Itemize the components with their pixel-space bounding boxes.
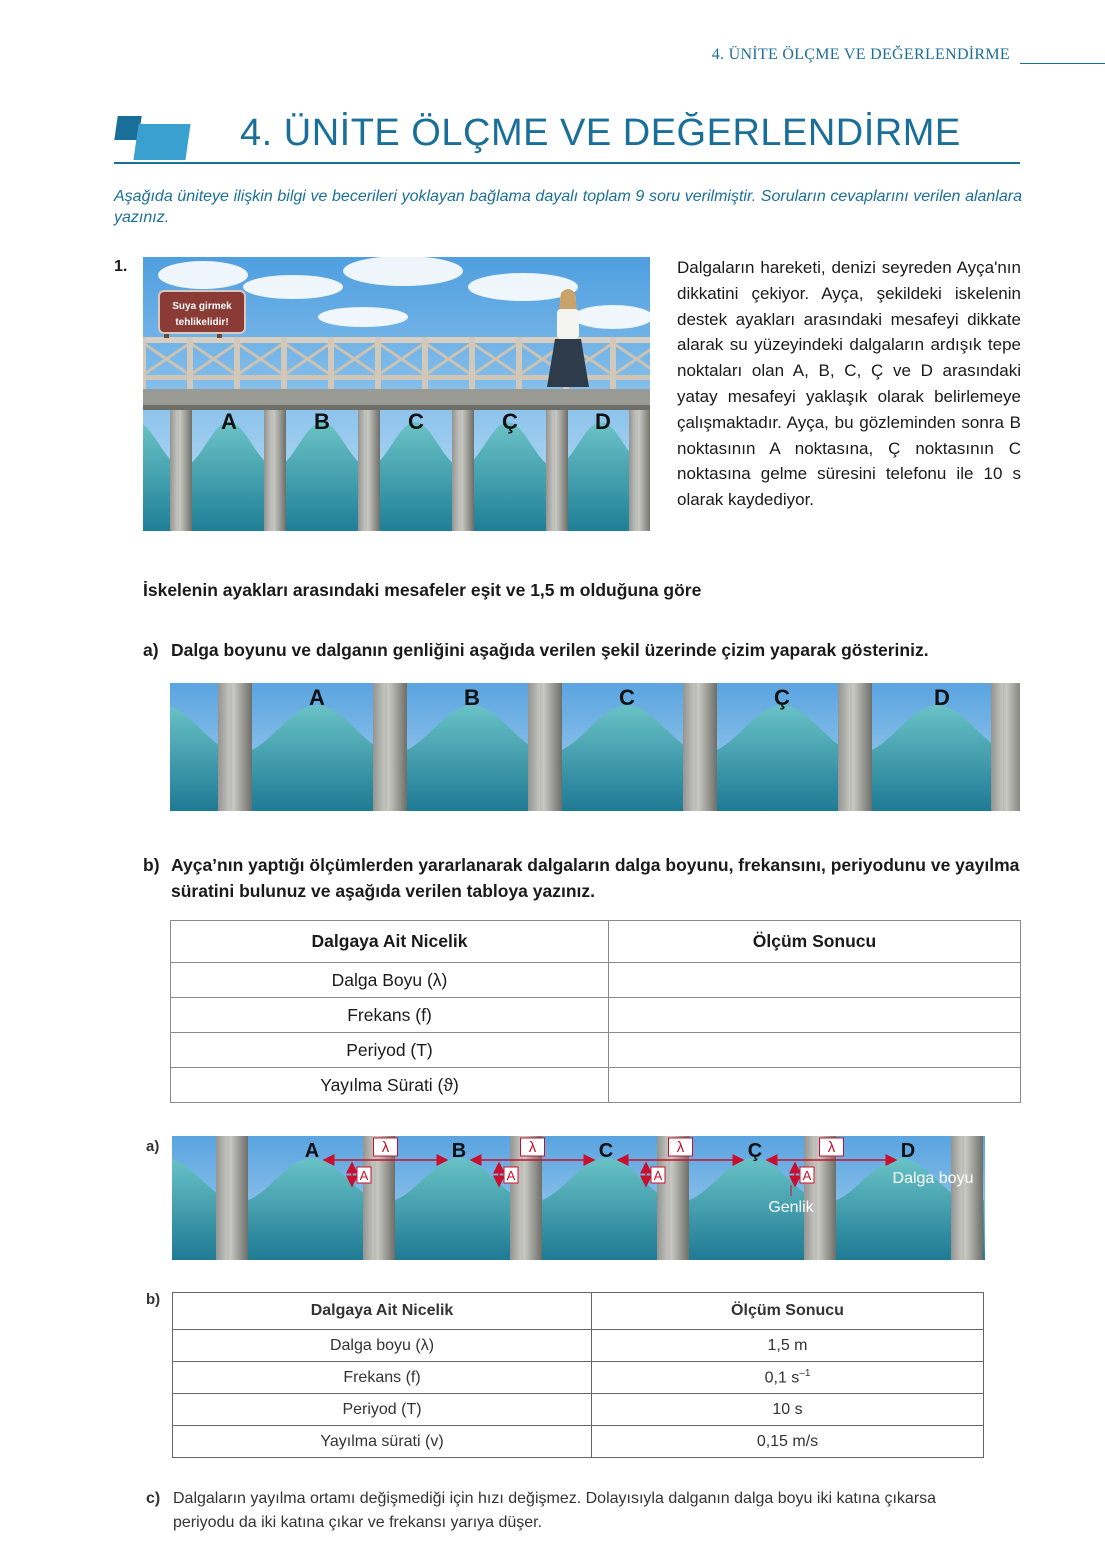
quantity-cell: Frekans (f) [173, 1362, 592, 1394]
genlik-label: Genlik [768, 1199, 814, 1216]
crest-label: C [408, 409, 424, 434]
lambda-label: λ [381, 1139, 390, 1156]
title-decoration [133, 124, 190, 160]
answer-b-label: b) [146, 1291, 161, 1308]
crest-label: B [451, 1140, 467, 1162]
part-a-label: a) [143, 640, 159, 660]
question-number: 1. [114, 258, 128, 275]
crest-label: Ç [502, 409, 518, 434]
crest-label: A [309, 685, 325, 710]
result-cell: 10 s [592, 1394, 984, 1426]
answer-c [146, 1487, 996, 1535]
amplitude-label: A [506, 1168, 516, 1183]
result-cell: 0,15 m/s [592, 1426, 984, 1458]
running-header: 4. ÜNİTE ÖLÇME VE DEĞERLENDİRME [711, 46, 1010, 63]
table-row [173, 1362, 984, 1394]
crest-label: A [304, 1140, 320, 1162]
crest-label: D [900, 1140, 916, 1162]
quantity-cell: Periyod (T) [173, 1394, 592, 1426]
lambda-label: λ [827, 1139, 836, 1156]
result-cell [592, 1362, 984, 1394]
part-b-question [143, 852, 1023, 904]
crest-label: D [595, 409, 611, 434]
lambda-label: λ [528, 1139, 537, 1156]
part-b-label: b) [143, 855, 160, 875]
part-a-question [143, 640, 1023, 661]
crest-label: Ç [747, 1140, 763, 1162]
table-row [173, 1330, 984, 1362]
crest-label: Ç [774, 685, 790, 710]
pier-illustration [143, 257, 650, 531]
amplitude-label: A [802, 1168, 812, 1183]
answer-key-table [172, 1292, 984, 1458]
part-b-text: Ayça’nın yaptığı ölçümlerden yararlanarak dalgaların dalga boyunu, frekansını, periyodunu ve yayılma süratini bulunuz ve aşağıda verilen tabloya yazınız. [171, 855, 1020, 901]
table-header: Dalgaya Ait Nicelik [173, 1293, 592, 1330]
intro-text: Aşağıda üniteye ilişkin bilgi ve becerileri yoklayan bağlama dayalı toplam 9 soru verilmiştir. Soruların cevaplarını verilen alanlara yazınız. [114, 188, 1022, 226]
wave-drawing-area[interactable] [170, 683, 1020, 811]
page-title: 4. ÜNİTE ÖLÇME VE DEĞERLENDİRME [240, 112, 961, 154]
answer-c-label: c) [146, 1490, 161, 1507]
question-condition: İskelenin ayakları arasındaki mesafeler eşit ve 1,5 m olduğuna göre [143, 580, 702, 600]
table-row [171, 963, 1021, 998]
question-description: Dalgaların hareketi, denizi seyreden Ayça'nın dikkatini çekiyor. Ayça, şekildeki iskelenin destek ayakları arasındaki mesafeyi dikkate alarak su yüzeyindeki dalgaların ardışık tepe noktaları olan A, B, C, Ç ve D arasındaki yatay mesafeyi yaklaşık olarak belirlemeye çalışmaktadır. Ayça, bu gözleminden sonra B noktasının A noktasına, Ç noktasının C noktasına gelme süresini telefonu ile 10 s olarak kaydediyor. [677, 258, 1021, 510]
table-header: Dalgaya Ait Nicelik [171, 921, 609, 963]
warning-sign [159, 290, 245, 338]
table-row [173, 1426, 984, 1458]
table-header: Ölçüm Sonucu [592, 1293, 984, 1330]
lambda-label: λ [676, 1139, 685, 1156]
quantity-cell: Periyod (T) [171, 1033, 609, 1068]
part-a-text: Dalga boyunu ve dalganın genliğini aşağıda verilen şekil üzerinde çizim yaparak gösteriniz. [171, 640, 929, 660]
crest-label: D [934, 685, 950, 710]
crest-label: B [314, 409, 330, 434]
result-value: 0,1 s [764, 1369, 800, 1387]
amplitude-label: A [653, 1168, 663, 1183]
result-cell: 1,5 m [592, 1330, 984, 1362]
crest-label: C [598, 1140, 614, 1162]
result-exponent: –1 [799, 1367, 811, 1379]
amplitude-label: A [359, 1168, 369, 1183]
quantity-cell: Yayılma sürati (v) [173, 1426, 592, 1458]
table-row [171, 1068, 1021, 1103]
answer-cell[interactable] [609, 998, 1021, 1033]
quantity-cell: Dalga boyu (λ) [173, 1330, 592, 1362]
answer-cell[interactable] [609, 963, 1021, 998]
sign-line-2: tehlikelidir! [175, 317, 229, 328]
header-rule [1020, 63, 1105, 64]
annotated-wave-answer [172, 1136, 985, 1260]
table-row [173, 1394, 984, 1426]
quantity-cell: Yayılma Sürati (ϑ) [171, 1068, 609, 1103]
sign-line-1: Suya girmek [172, 301, 232, 312]
answer-c-text: Dalgaların yayılma ortamı değişmediği için hızı değişmez. Dolayısıyla dalganın dalga boyu iki katına çıkarsa periyodu da iki katına çıkar ve frekansı yarıya düşer. [173, 1490, 937, 1531]
quantity-cell: Dalga Boyu (λ) [171, 963, 609, 998]
crest-label: C [619, 685, 635, 710]
quantity-cell: Frekans (f) [171, 998, 609, 1033]
table-header: Ölçüm Sonucu [609, 921, 1021, 963]
title-rule [114, 162, 1020, 164]
answer-a-label: a) [146, 1138, 160, 1155]
crest-label: A [221, 409, 237, 434]
crest-label: B [464, 685, 480, 710]
table-row [171, 1033, 1021, 1068]
answer-cell[interactable] [609, 1033, 1021, 1068]
answer-table [170, 920, 1021, 1103]
table-row [171, 998, 1021, 1033]
answer-cell[interactable] [609, 1068, 1021, 1103]
dalga-boyu-label: Dalga boyu [892, 1170, 974, 1187]
